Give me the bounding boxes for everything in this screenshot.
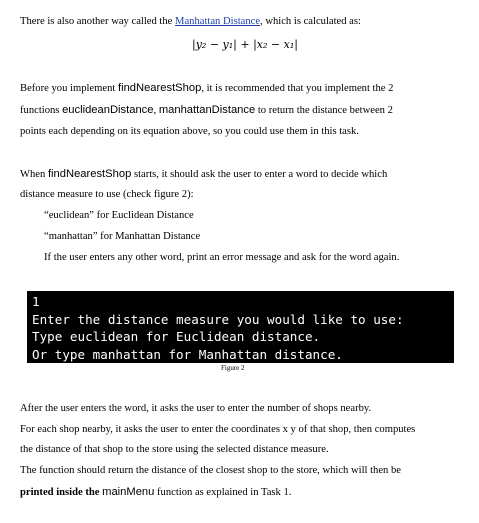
para3-line2: For each shop nearby, it asks the user to enter the coordinates x y of that shop, then computes <box>20 424 416 435</box>
manhattan-formula: |y₂ − y₁| + |x₂ − x₁| <box>192 38 298 51</box>
para1-text: , it is recommended that you implement the 2 <box>201 83 394 94</box>
terminal-line: 1 <box>32 294 40 309</box>
para2-line2: distance measure to use (check figure 2): <box>20 189 194 200</box>
findnearestshop-code: findNearestShop <box>47 168 132 180</box>
bold-text: printed inside the <box>20 487 103 498</box>
figure-caption: Figure 2 <box>221 364 245 372</box>
para1-line1 <box>20 82 393 94</box>
para3-line1: After the user enters the word, it asks the user to enter the number of shops nearby. <box>20 403 372 414</box>
terminal-line: Enter the distance measure you would like to use: <box>32 311 404 327</box>
mainmenu-code: mainMenu <box>102 486 155 498</box>
para3-line5 <box>20 486 291 498</box>
para3-text: function as explained in Task 1. <box>154 487 292 498</box>
terminal-line: Type euclidean for Euclidean distance. <box>32 329 321 344</box>
terminal-output <box>27 291 454 363</box>
intro-text-before: There is also another way called the <box>20 16 176 27</box>
para1-line3: points each depending on its equation above, so you could use them in this task. <box>20 126 359 137</box>
para2-text: When <box>20 169 48 180</box>
para3-line4: The function should return the distance of the closest shop to the store, which will then be <box>20 465 401 476</box>
error-instruction: If the user enters any other word, print an error message and ask for the word again. <box>44 252 400 263</box>
para3-line3: the distance of that shop to the store using the selected distance measure. <box>20 444 329 455</box>
manhattan-distance-link[interactable]: Manhattan Distance <box>175 16 261 27</box>
para1-text: functions <box>20 105 63 116</box>
para1-line2 <box>20 104 393 116</box>
para1-text: , <box>153 105 159 116</box>
intro-line <box>20 16 361 27</box>
option-euclidean: “euclidean” for Euclidean Distance <box>44 210 194 221</box>
para1-text: Before you implement <box>20 83 118 94</box>
manhattandistance-code: manhattanDistance <box>158 104 256 116</box>
intro-text-after: , which is calculated as: <box>260 16 361 27</box>
para2-text: starts, it should ask the user to enter a word to decide which <box>131 169 388 180</box>
euclideandistance-code: euclideanDistance <box>62 104 154 116</box>
findnearestshop-code: findNearestShop <box>117 82 202 94</box>
option-manhattan: “manhattan” for Manhattan Distance <box>44 231 201 242</box>
para1-text: to return the distance between 2 <box>255 105 393 116</box>
para2-line1 <box>20 168 387 180</box>
terminal-line: Or type manhattan for Manhattan distance. <box>32 346 343 362</box>
